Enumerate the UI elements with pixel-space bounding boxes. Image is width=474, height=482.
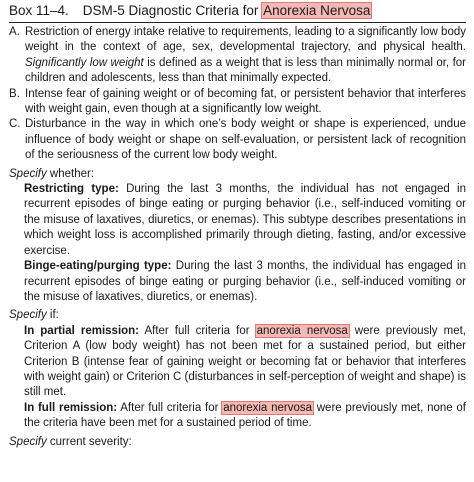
specify-label: Specify <box>9 309 47 322</box>
specify-suffix: whether: <box>46 167 95 180</box>
title-divider <box>9 22 466 23</box>
partial-remission <box>9 324 466 401</box>
box-number: Box 11–4. <box>9 3 69 18</box>
criterion-text: Disturbance in the way in which one’s body weight or shape is experienced, undue influence of body weight or shape on self-evaluation, or persistent lack of recognition of the seriousness of the current low body weight. <box>25 118 466 162</box>
specify-label: Specify <box>9 435 47 448</box>
criterion-a-italic: Significantly low weight <box>25 56 144 69</box>
specify-label: Specify <box>9 167 47 180</box>
criterion-text <box>25 25 466 87</box>
remission-text: After full criteria for <box>139 324 256 337</box>
subtype-text: During the last 3 months, the individual has engaged in recurrent episodes of binge eating or purging behavior (i.e., self-induced vomiting or the misuse of laxatives, diuretics, or enemas). <box>24 260 466 303</box>
subtype-title: Binge-eating/purging type: <box>24 260 172 273</box>
binge-purging-type <box>9 259 466 305</box>
criterion-b <box>9 87 466 118</box>
specify-suffix: current severity: <box>46 435 132 448</box>
remission-text-end: were previously met, Criterion A (low body weight) has not been met for a sustained period, but either Criterion B (intense fear of gaining weight or becoming fat or behavior that interferes with weight gain) or Criterion C (disturbances in self-perception of weight and shape) is still met. <box>24 324 466 399</box>
specify-severity-heading <box>9 435 466 450</box>
search-highlight: anorexia nervosa <box>256 324 348 337</box>
restricting-type <box>9 182 466 259</box>
search-highlight: anorexia nervosa <box>223 401 312 414</box>
criterion-c <box>9 117 466 163</box>
criterion-text: Intense fear of gaining weight or of becoming fat, or persistent behavior that interferes with weight gain, even though at a significantly low weight. <box>25 87 466 116</box>
criterion-a <box>9 25 466 87</box>
remission-title: In partial remission: <box>24 324 140 337</box>
specify-suffix: if: <box>46 309 59 322</box>
criterion-a-text-end: is defined as a weight that is less than minimally normal or, for children and adolescents, less than that minimally expected. <box>25 56 466 85</box>
full-remission <box>9 401 466 432</box>
remission-text-end: were previously met, none of the criteria have been met for a sustained period of time. <box>24 401 466 430</box>
box-title <box>9 0 466 19</box>
specify-whether-heading <box>9 167 466 182</box>
criterion-letter: A. <box>9 26 20 38</box>
subtype-title: Restricting type: <box>24 183 119 196</box>
remission-title: In full remission: <box>24 401 118 414</box>
criterion-letter: B. <box>9 87 20 100</box>
remission-text: After full criteria for <box>117 401 223 414</box>
search-highlight: Anorexia Nervosa <box>263 3 371 18</box>
criterion-a-text: Restriction of energy intake relative to requirements, leading to a significantly low body weight in the context of age, sex, developmental trajectory, and physical health. <box>25 26 466 54</box>
criterion-letter: C. <box>9 118 21 131</box>
subtype-text: During the last 3 months, the individual has not engaged in recurrent episodes of binge eating or purging behavior (i.e., self-induced vomiting or the misuse of laxatives, diuretics, or enemas). This subtype describes presentations in which weight loss is accomplished primarily through dieting, fasting, and/or excessive exercise. <box>24 183 466 257</box>
specify-if-heading <box>9 308 466 323</box>
box-title-prefix: DSM-5 Diagnostic Criteria for <box>82 3 263 18</box>
